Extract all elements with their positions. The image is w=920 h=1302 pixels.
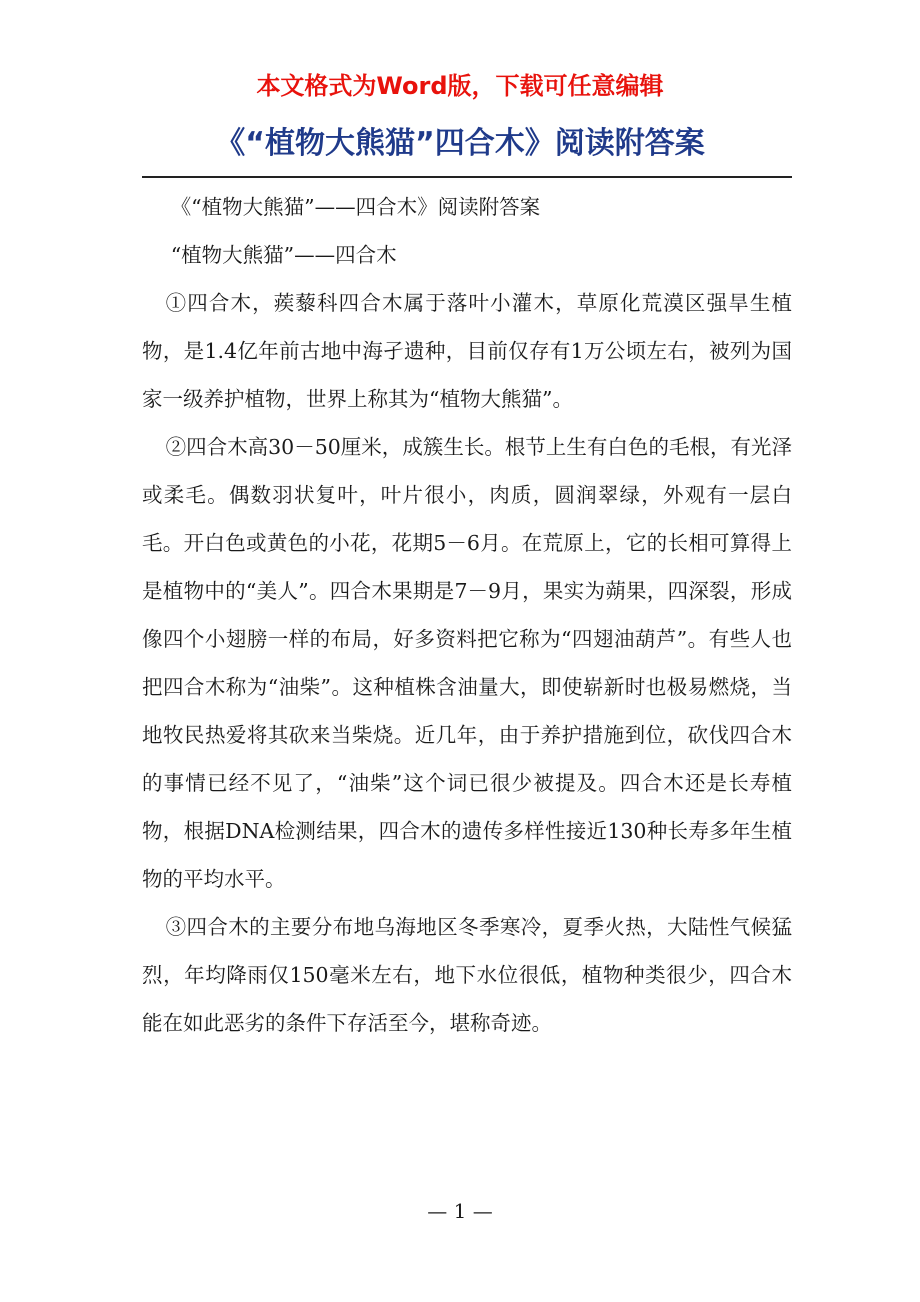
paragraph-1: ①四合木，蒺藜科四合木属于落叶小灌木，草原化荒漠区强旱生植物，是1.4亿年前古地中海孑遗种，目前仅存有1万公顷左右，被列为国家一级养护植物，世界上称其为“植物大熊猫”。 (142, 291, 792, 411)
subtitle-line: 《“植物大熊猫”——四合木》阅读附答案 (170, 195, 541, 219)
page-number: — 1 — (427, 1199, 493, 1223)
title-divider (142, 176, 792, 178)
format-notice: 本文格式为Word版，下载可任意编辑 (256, 72, 664, 100)
paragraph-3: ③四合木的主要分布地乌海地区冬季寒冷，夏季火热，大陆性气候猛烈，年均降雨仅150毫米左右，地下水位很低，植物种类很少，四合木能在如此恶劣的条件下存活至今，堪称奇迹。 (142, 915, 792, 1035)
article-heading: “植物大熊猫”——四合木 (170, 243, 397, 267)
document-body (142, 183, 792, 1047)
paragraph-2: ②四合木高30－50厘米，成簇生长。根节上生有白色的毛根，有光泽或柔毛。偶数羽状复叶，叶片很小，肉质，圆润翠绿，外观有一层白毛。开白色或黄色的小花，花期5－6月。在荒原上，它的长相可算得上是植物中的“美人”。四合木果期是7－9月，果实为蒴果，四深裂，形成像四个小翅膀一样的布局，好多资料把它称为“四翅油葫芦”。有些人也把四合木称为“油柴”。这种植株含油量大，即使崭新时也极易燃烧，当地牧民热爱将其砍来当柴烧。近几年，由于养护措施到位，砍伐四合木的事情已经不见了，“油柴”这个词已很少被提及。四合木还是长寿植物，根据DNA检测结果，四合木的遗传多样性接近130种长寿多年生植物的平均水平。 (142, 435, 792, 891)
document-title: 《“植物大熊猫”四合木》阅读附答案 (215, 126, 705, 161)
